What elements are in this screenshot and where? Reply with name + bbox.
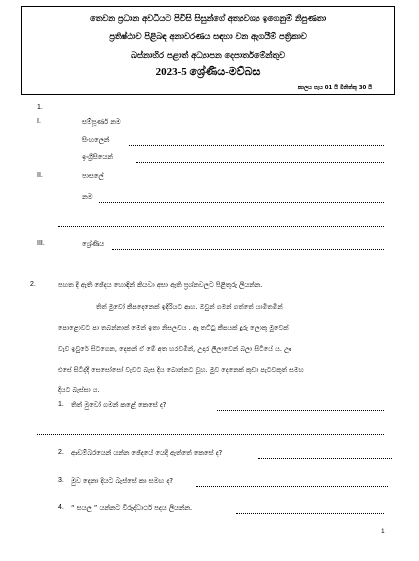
header-line-2: ප්‍රතිෂ්ඨාව පිළිබඳ අනාවරණය සඳහා වන ඇගයීම් පත්‍රිකාව: [109, 31, 307, 41]
question-2-answer-line[interactable]: [258, 457, 392, 459]
school-name-label: නම: [82, 193, 93, 201]
header-department: බස්නාහිර පළාත් අධ්‍යාපන දෙපාර්තමේන්තුව: [131, 50, 285, 60]
question-4-number: 4.: [58, 504, 64, 511]
question-1-answer-line[interactable]: [217, 409, 384, 411]
school-name-answer-line[interactable]: [99, 201, 384, 203]
passage-line-2: පොළොවට පා තබන්නාක් මෙන් ඉතා නිසලවය . ඈ තට්ටු කීපයක් දුරු ලොකු මුවෙක්: [58, 324, 289, 332]
english-name-label: ඉංග්‍රීසියෙන්: [82, 153, 113, 161]
school-label: පාසලේ: [82, 172, 104, 180]
item-2-roman: II.: [37, 172, 43, 179]
header-year-grade: 2023-5 ශ්‍රේණිය-මව්බස: [155, 66, 261, 78]
passage-line-3: වැව ඉවුරේ සිටගෙන, දෙකන් ඒ මේ අත හරවමින්, උදාර ලීලාවෙන් බලා සිටියේ ය. ඌ: [58, 345, 292, 353]
page-number: 1: [381, 528, 385, 535]
english-name-answer-line[interactable]: [136, 161, 384, 163]
section-2-number: 2.: [30, 281, 36, 288]
passage-line-1: තිත් මුවෝ කීපදෙනෙක් ඉදිරියට ආහ. ඔවුන් ගමන් ගත්තේ යාමිතමින්: [96, 303, 283, 311]
exam-header-box: [21, 6, 395, 95]
full-name-label: සම්පූර්ණ නම: [82, 118, 121, 126]
question-4-answer-line[interactable]: [236, 512, 384, 514]
section-1-number: 1.: [37, 104, 43, 111]
question-3-answer-line[interactable]: [196, 485, 388, 487]
header-line-1: තෙවන ප්‍රධාන අවධියට පිවිසි සිසුන්ගේ අත්‍යවශ්‍ය ඉගෙනුම් නිපුණතා: [89, 13, 327, 23]
question-3-text: මුව දෙනා දියට බැස්සේ කා සමඟ ද?: [71, 477, 173, 485]
question-2-text: ආඩම්බරයෙන් යන්න ඡේදයේ යෙදී ඇත්තේ කෙසේ ද?: [71, 449, 223, 457]
item-3-roman: III.: [37, 240, 45, 247]
header-time: කාලය පැය 01 යි මිනිත්තු 30 යි: [297, 85, 372, 91]
question-4-text: “ සයල ” යන්නට විරුද්ධාර්ථ පදය ලියන්න.: [71, 504, 193, 512]
question-2-number: 2.: [58, 449, 64, 456]
grade-label: ශ්‍රේණිය: [82, 240, 105, 248]
passage-line-4: එසේ සිටිද්දී සෙසෝසෝ වැවට බැස දිය බොන්නට වූහ. මුව දෙනෙක් කුඩා පැටවකුත් සමහ: [58, 366, 304, 374]
item-1-roman: I.: [37, 118, 41, 125]
sinhala-name-answer-line[interactable]: [129, 144, 384, 146]
passage-line-5: දියට බැස්සා ය.: [58, 386, 100, 394]
section-2-instruction: පහත දී ඇති ඡේදය හොඳින් කියවා අසා ඇති ප්‍රශ්නවලට පිළිතුරු ලියන්න.: [58, 281, 263, 289]
question-1-answer-line-2[interactable]: [37, 433, 384, 435]
question-1-number: 1.: [58, 401, 64, 408]
sinhala-name-label: සිංහලෙන්: [82, 136, 110, 144]
question-3-number: 3.: [58, 477, 64, 484]
grade-answer-line[interactable]: [112, 248, 384, 250]
question-1-text: තිත් මුවෝ ගමන් කළේ කෙසේ ද?: [71, 401, 167, 409]
school-name-answer-line-2[interactable]: [58, 225, 384, 227]
